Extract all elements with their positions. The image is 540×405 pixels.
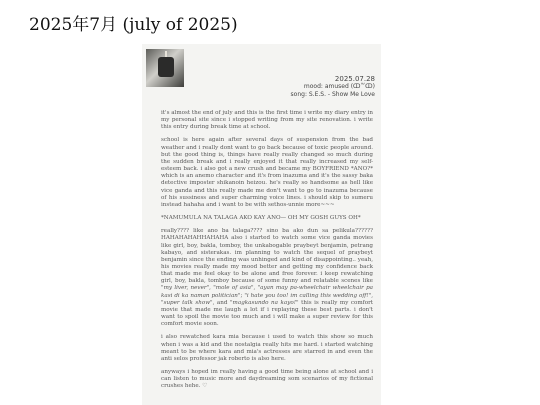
diary-entry-card bbox=[142, 44, 381, 405]
entry-paragraph: i also rewatched kara mia because i used to watch this show so much when i was a kid and the nostalgia really hits me hard. i started watching meant to be where kara and mia's actresses are starred in and even the anti selos professor jak roberto is also here. bbox=[161, 334, 373, 362]
entry-thumbnail-image bbox=[146, 49, 184, 87]
entry-paragraph: it's almost the end of july and this is the first time i write my diary entry in my personal site since i stopped writing from my site renovation. i write this entry during break time at school. bbox=[161, 110, 373, 131]
entry-paragraph: really???? like ano ba talaga???? sino ba ako dun sa pelikula?????? HAHAHAHAHHAHAHA also i started to watch some vice ganda movies like girl, boy, bakla, tomboy, the unkabogable praybeyt benjamin, petrang kabayo, and sisterakas. im planning to watch the sequel of praybeyt benjamin since the ending was unhinged and kind of disappointing.. yeah, his movies really made my mood better and getting my confidence back that made me feel okay to be alone and free forever. i keep rewatching girl, boy, bakla, tomboy because of some funny and relatable scenes like "my liver, never", "mole of asia", "ayan may pa-wheelchair wheelchair pa kasi di ka naman politician"; "i hate you too! im calling this wedding off!", "super talk show", and "magkasundo na kayo!" this is really my comfort movie that made me laugh a lot if i replaying these best parts. i don't want to spoil the movie too much and i will make a super review for this comfort movie soon. bbox=[161, 228, 374, 328]
entry-meta bbox=[291, 75, 375, 100]
entry-paragraph: school is here again after several days of suspension from the bad weather and i really dont want to go back because of toxic people around. but the good thing is, things have really really changed so much during the sudden break and i really enjoyed it that really increased my self-esteem back. i also got a new crush and became my BOYFRIEND *ANO?* which is an anemo character and it's from inazuma and it's the sassy baka detective imposter shikanoin heizou. he's really so handsome as hell like vice ganda and this really made me don't want to go to inazuma because of his sussiness and super charming voice lines. i should skip to sumeru instead hahaha and i want to be with sethos-unnie more~~~ bbox=[161, 137, 373, 208]
page-title: 2025年7月 (july of 2025) bbox=[29, 15, 238, 35]
entry-date: 2025.07.28 bbox=[334, 75, 375, 83]
entry-body bbox=[161, 110, 373, 396]
entry-paragraph: *NAMUMULA NA TALAGA AKO KAY ANO— OH MY GOSH GUYS OH* bbox=[161, 215, 361, 222]
entry-paragraph: anyways i hoped im really having a good time being alone at school and i can listen to music more and daydreaming som scenarios of my fictional crushes hehe. ♡ bbox=[161, 369, 373, 390]
entry-mood: mood: amused (ↀ꒳ↀ) bbox=[303, 83, 375, 91]
entry-song: song: S.E.S. - Show Me Love bbox=[290, 91, 375, 99]
